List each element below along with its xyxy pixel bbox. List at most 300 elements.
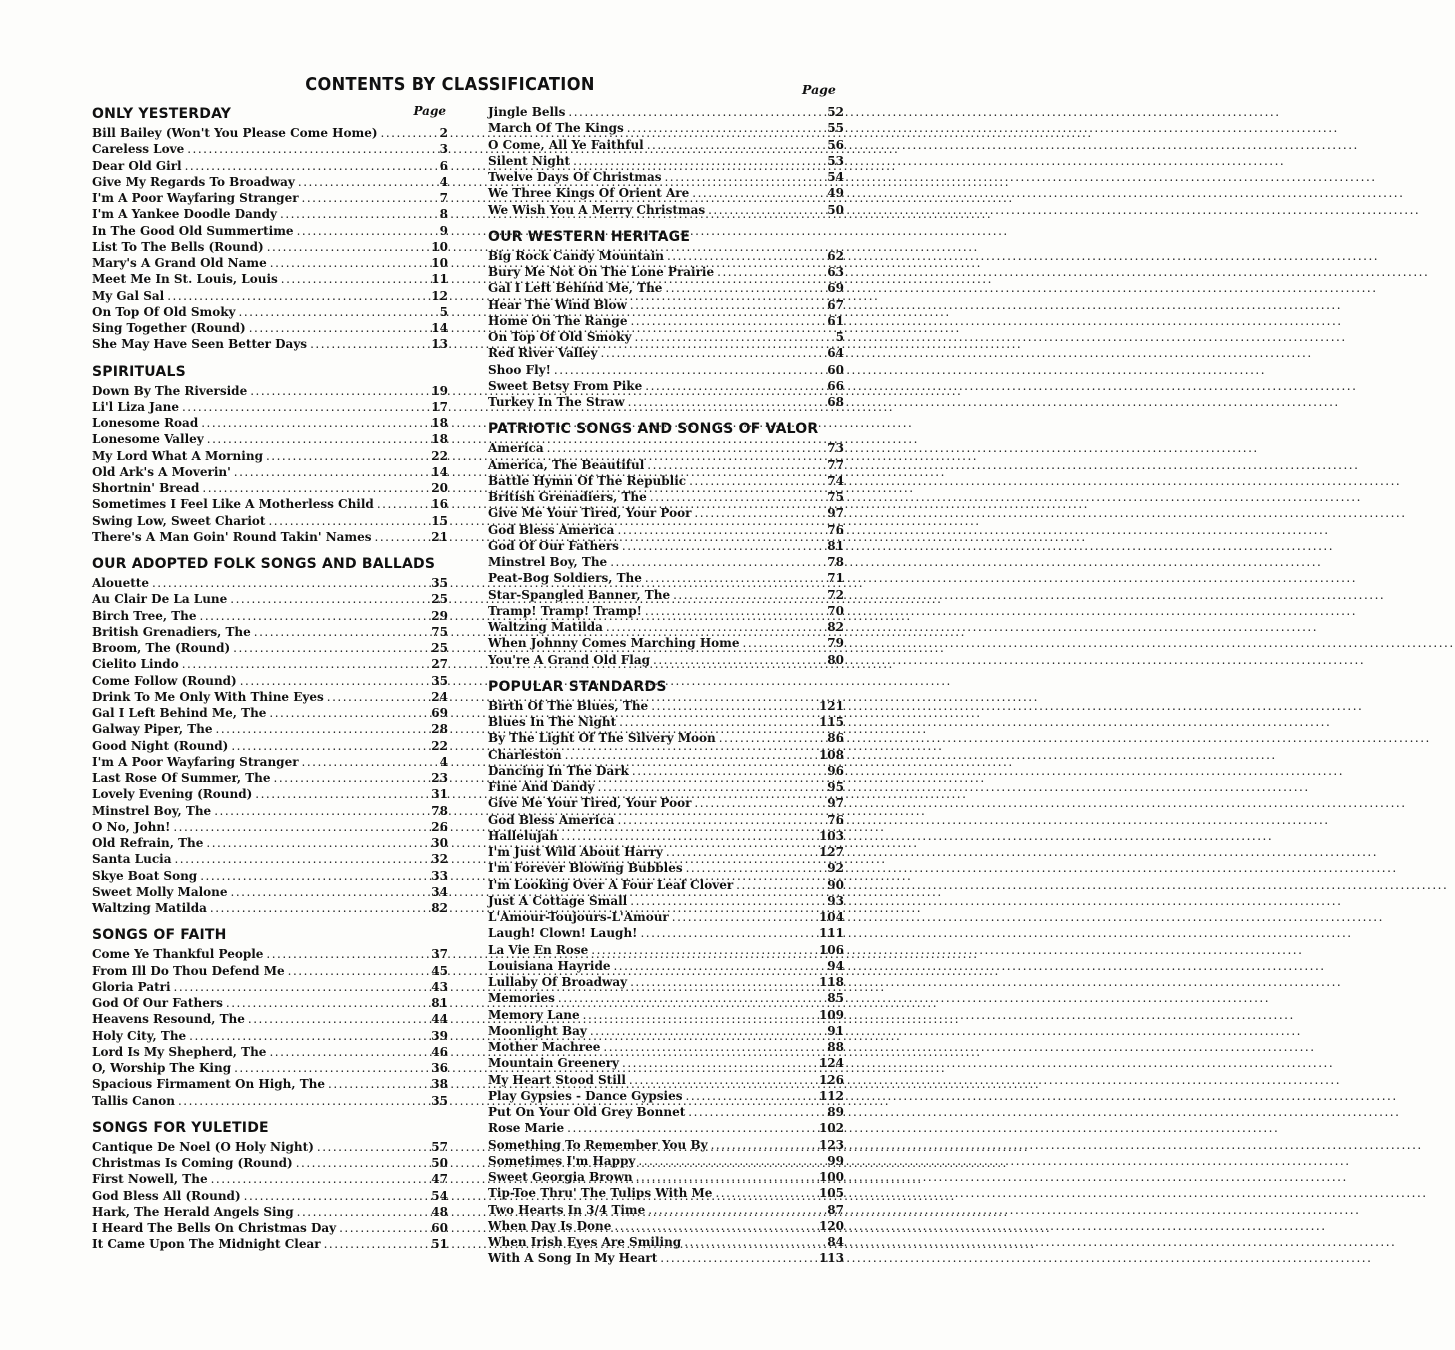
entry-page-number: 43 [431,979,448,994]
entry-title: Old Refrain, The [92,836,204,850]
toc-entry [488,990,844,1006]
entry-page-number: 75 [827,490,844,504]
entry-title: Hear The Wind Blow [488,297,627,312]
toc-entry [92,1028,448,1044]
toc-entry [92,399,448,415]
toc-entry [92,1204,448,1220]
section-heading [488,419,844,440]
toc-entry [488,554,844,570]
toc-entry [92,705,448,721]
dot-leader [267,239,427,255]
entry-page-number: 100 [818,1170,844,1184]
toc-entry [92,223,448,239]
entry-title: Gal I Left Behind Me, The [92,706,267,720]
entry-title: When Day Is Done [488,1218,612,1233]
entry-page-number: 6 [439,158,448,173]
section-heading-text: SONGS FOR YULETIDE [92,1119,269,1136]
entry-title: When Johnny Comes Marching Home [488,636,740,651]
entry-page-number: 37 [431,947,448,962]
section-heading-text: POPULAR STANDARDS [488,678,667,695]
toc-entry [488,1137,844,1153]
entry-page-number: 64 [827,346,844,361]
dot-leader [187,141,427,157]
entry-page-number: 88 [827,1040,844,1054]
entry-title: Holy City, The [92,1028,187,1043]
toc-entry [488,877,844,893]
toc-entry [92,480,448,496]
dot-leader [684,1234,823,1250]
toc-entry [92,884,448,900]
dot-leader [565,747,816,763]
toc-entry [488,264,844,280]
entry-page-number: 14 [431,321,448,335]
dot-leader [590,1023,823,1039]
entry-page-number: 115 [818,715,844,729]
section-heading [92,554,448,575]
dot-leader [207,431,427,447]
toc-entry [488,153,844,169]
entry-title: You're A Grand Old Flag [488,652,651,667]
entry-title: Shoo Fly! [488,362,551,377]
dot-leader [210,900,427,916]
entry-title: Spacious Firmament On High, The [92,1077,326,1092]
dot-leader [297,1204,427,1220]
entry-page-number: 47 [431,1172,448,1187]
dot-leader [583,1007,816,1023]
entry-title: Bury Me Not On The Lone Prairie [488,265,715,279]
toc-entry [92,255,448,271]
toc-entry [488,1055,844,1071]
entry-title: O, Worship The King [92,1061,232,1075]
entry-page-number: 3 [439,142,448,157]
entry-title: Tramp! Tramp! Tramp! [488,603,642,618]
entry-title: O Come, All Ye Faithful [488,137,644,152]
toc-entry [92,464,448,480]
dot-leader [375,529,427,545]
entry-page-number: 104 [818,910,844,924]
toc-entry [92,754,448,770]
toc-entry [92,431,448,447]
section-our-adopted-folk-songs-and-ballads [92,554,448,916]
entry-title: La Vie En Rose [488,942,589,957]
dot-leader [717,264,823,280]
dot-leader [743,635,823,651]
toc-entry [92,1220,448,1236]
entry-title: Charleston [488,747,562,762]
entry-page-number: 81 [827,538,844,553]
toc-entry [488,603,844,619]
entry-title: There's A Man Goin' Round Takin' Names [92,529,372,544]
entry-page-number: 31 [431,787,448,802]
entry-page-number: 2 [439,126,448,140]
entry-page-number: 108 [818,747,844,762]
dot-leader [182,656,427,672]
entry-title: Down By The Riverside [92,383,248,398]
entry-page-number: 10 [431,256,448,270]
entry-title: It Came Upon The Midnight Clear [92,1237,321,1252]
entry-title: Big Rock Candy Mountain [488,248,664,263]
toc-entry [92,803,448,819]
toc-entry [92,721,448,737]
toc-entry [488,730,844,746]
toc-entry [488,925,844,941]
entry-page-number: 20 [431,481,448,495]
entry-page-number: 63 [827,265,844,279]
left-column [92,104,448,1262]
toc-entry [488,635,844,651]
entry-page-number: 62 [827,248,844,263]
entry-title: Twelve Days Of Christmas [488,170,662,184]
entry-title: Waltzing Matilda [488,620,603,634]
entry-title: Jingle Bells [488,105,566,119]
toc-entry [488,297,844,313]
dot-leader [686,1088,816,1104]
section-continued [488,104,844,218]
entry-title: Mary's A Grand Old Name [92,256,267,270]
entry-title: Cantique De Noel (O Holy Night) [92,1139,314,1154]
section-heading [488,227,844,248]
entry-title: When Irish Eyes Are Smiling [488,1235,682,1249]
dot-leader [211,1171,427,1187]
entry-page-number: 87 [827,1202,844,1217]
entry-title: We Three Kings Of Orient Are [488,186,690,201]
entry-page-number: 121 [818,698,844,713]
entry-title: Sometimes I Feel Like A Motherless Child [92,497,374,512]
toc-entry [488,942,844,958]
dot-leader [167,288,427,304]
toc-entry [92,835,448,851]
dot-leader [214,803,427,819]
dot-leader [269,705,427,721]
entry-page-number: 60 [431,1221,448,1235]
dot-leader [248,1011,427,1027]
entry-page-number: 103 [818,828,844,843]
toc-entry [92,239,448,255]
entry-page-number: 91 [827,1023,844,1038]
entry-page-number: 11 [431,272,448,287]
dot-leader [640,925,816,941]
entry-title: I'm Looking Over A Four Leaf Clover [488,877,734,892]
dot-leader [628,394,823,410]
toc-entry [488,345,844,361]
toc-entry [92,819,448,835]
toc-entry [92,1236,448,1252]
dot-leader [715,1185,815,1201]
entry-page-number: 14 [431,464,448,479]
entry-page-number: 123 [818,1137,844,1152]
entry-title: God Bless America [488,522,615,537]
dot-leader [666,844,816,860]
toc-entry [92,995,448,1011]
entry-title: Sometimes I'm Happy [488,1153,636,1168]
dot-leader [226,995,427,1011]
section-heading [92,362,448,383]
entry-page-number: 32 [431,852,448,867]
entry-title: Come Follow (Round) [92,673,237,688]
entry-title: Old Ark's A Moverin' [92,464,231,479]
dot-leader [255,786,427,802]
entry-page-number: 82 [827,620,844,634]
dot-leader [561,828,816,844]
entry-title: Dear Old Girl [92,158,182,173]
entry-title: I'm A Poor Wayfaring Stranger [92,754,299,769]
entry-page-number: 90 [827,877,844,892]
dot-leader [736,877,823,893]
entry-page-number: 102 [818,1121,844,1136]
dot-leader [182,399,427,415]
dot-leader [630,297,823,313]
toc-entry [488,570,844,586]
entry-page-number: 55 [827,121,844,136]
dot-leader [619,714,816,730]
entry-page-number: 106 [818,942,844,957]
toc-entry [488,1234,844,1250]
entry-page-number: 46 [431,1044,448,1059]
entry-title: Gal I Left Behind Me, The [488,281,663,296]
toc-entry [488,1120,844,1136]
toc-entry [488,1023,844,1039]
toc-entry [488,1088,844,1104]
dot-leader [189,1028,427,1044]
toc-entry [488,505,844,521]
entry-page-number: 82 [431,901,448,915]
toc-entry [92,946,448,962]
entry-page-number: 81 [431,996,448,1010]
dot-leader [567,1120,816,1136]
dot-leader [377,496,427,512]
toc-entry [92,738,448,754]
entry-page-number: 30 [431,836,448,850]
dot-leader [173,819,427,835]
dot-leader [686,860,823,876]
dot-leader [673,587,823,603]
dot-leader [234,464,427,480]
section-heading [92,925,448,946]
toc-entry [92,851,448,867]
section-songs-for-yuletide [92,1118,448,1253]
toc-entry [92,868,448,884]
dot-leader [629,1072,816,1088]
entry-title: O No, John! [92,819,171,834]
toc-entry [488,137,844,153]
entry-page-number: 70 [827,603,844,618]
toc-entry [92,1076,448,1092]
dot-leader [547,440,823,456]
entry-title: Hark, The Herald Angels Sing [92,1204,294,1219]
entry-page-number: 4 [439,754,448,769]
entry-page-number: 113 [818,1251,844,1266]
toc-entry [92,190,448,206]
toc-entry [488,974,844,990]
entry-page-number: 60 [827,362,844,377]
dot-leader [268,513,427,529]
entry-page-number: 28 [431,722,448,737]
entry-page-number: 10 [431,239,448,254]
entry-page-number: 89 [827,1105,844,1119]
dot-leader [270,255,427,271]
dot-leader [689,473,823,489]
section-spirituals [92,362,448,546]
entry-title: I'm Forever Blowing Bubbles [488,861,683,876]
dot-leader [573,153,823,169]
toc-entry [488,860,844,876]
dot-leader [280,206,427,222]
entry-page-number: 22 [431,738,448,753]
entry-page-number: 72 [827,587,844,602]
dot-leader [231,884,427,900]
dot-leader [622,1055,816,1071]
toc-entry [488,248,844,264]
toc-entry [92,304,448,320]
entry-title: Red River Valley [488,346,598,361]
toc-entry [488,394,844,410]
entry-page-number: 19 [431,383,448,398]
toc-entry [92,288,448,304]
entry-page-number: 4 [439,174,448,189]
entry-title: Just A Cottage Small [488,893,628,908]
entry-page-number: 77 [827,457,844,472]
entry-page-number: 67 [827,297,844,312]
section-heading-text: PATRIOTIC SONGS AND SONGS OF VALOR [488,421,819,438]
entry-title: Last Rose Of Summer, The [92,771,271,785]
dot-leader [296,1155,427,1171]
entry-title: Mountain Greenery [488,1056,620,1071]
dot-leader [254,624,427,640]
entry-page-number: 127 [818,845,844,859]
entry-title: Good Night (Round) [92,738,229,753]
entry-page-number: 15 [431,513,448,528]
toc-entry [488,1218,844,1234]
toc-entry [92,1044,448,1060]
dot-leader [610,554,823,570]
dot-leader [630,893,823,909]
dot-leader [281,271,427,287]
entry-title: God Bless America [488,812,615,827]
dot-leader [178,1093,427,1109]
entry-page-number: 35 [431,1093,448,1108]
toc-entry [92,206,448,222]
dot-leader [653,652,823,668]
toc-entry [92,271,448,287]
dot-leader [630,974,816,990]
dot-leader [174,851,427,867]
dot-leader [613,958,823,974]
entry-page-number: 80 [827,652,844,667]
page-title: CONTENTS BY CLASSIFICATION [305,74,595,95]
entry-title: By The Light Of The Silvery Moon [488,731,716,746]
dot-leader [201,415,427,431]
toc-entry [92,689,448,705]
dot-leader [239,304,427,320]
entry-title: List To The Bells (Round) [92,239,264,254]
dot-leader [664,169,823,185]
dot-leader [230,591,427,607]
entry-page-number: 33 [431,868,448,883]
entry-title: America, The Beautiful [488,457,645,472]
entry-title: Lonesome Road [92,416,199,430]
section-heading [488,677,844,698]
dot-leader [603,1039,823,1055]
entry-page-number: 39 [431,1028,448,1043]
toc-entry [488,457,844,473]
dot-leader [598,779,824,795]
toc-entry [92,1011,448,1027]
dot-leader [266,448,427,464]
entry-page-number: 25 [431,592,448,607]
dot-leader [651,698,816,714]
entry-page-number: 105 [818,1186,844,1201]
dot-leader [234,1060,427,1076]
toc-entry [92,673,448,689]
section-heading-text: ONLY YESTERDAY [92,106,232,122]
toc-entry [92,786,448,802]
entry-title: Lullaby Of Broadway [488,975,628,989]
dot-leader [558,990,823,1006]
entry-title: My Lord What A Morning [92,448,263,463]
dot-leader [152,575,427,591]
entry-title: I'm A Poor Wayfaring Stranger [92,191,299,205]
toc-entry [488,1185,844,1201]
dot-leader [274,770,427,786]
entry-title: Sing Together (Round) [92,321,246,335]
entry-title: Lonesome Valley [92,432,204,447]
dot-leader [233,640,427,656]
dot-leader [667,248,823,264]
section-popular-standards [488,677,844,1267]
entry-title: Give Me Your Tired, Your Poor [488,506,692,521]
entry-title: March Of The Kings [488,121,624,136]
dot-leader [269,1044,427,1060]
section-page-label: Page [413,104,446,118]
entry-title: America [488,441,544,456]
toc-entry [488,763,844,779]
entry-page-number: 5 [835,330,844,344]
toc-entry [488,1072,844,1088]
entry-page-number: 54 [827,170,844,184]
dot-leader [339,1220,427,1236]
toc-entry [92,1155,448,1171]
toc-entry [488,440,844,456]
entry-page-number: 13 [431,337,448,352]
entry-page-number: 69 [431,706,448,720]
entry-title: Christmas Is Coming (Round) [92,1156,293,1170]
dot-leader [606,619,823,635]
entry-title: Meet Me In St. Louis, Louis [92,272,278,287]
entry-title: Gloria Patri [92,979,171,994]
entry-page-number: 92 [827,861,844,876]
entry-title: Broom, The (Round) [92,641,231,655]
entry-page-number: 95 [827,780,844,794]
toc-entry [92,320,448,336]
entry-title: Waltzing Matilda [92,901,207,915]
entry-page-number: 16 [431,497,448,512]
section-heading-text: OUR ADOPTED FOLK SONGS AND BALLADS [92,556,436,572]
section-our-western-heritage [488,227,844,411]
entry-page-number: 124 [818,1056,844,1071]
toc-entry [92,415,448,431]
toc-entry [488,893,844,909]
dot-leader [302,190,427,206]
toc-entry [488,652,844,668]
entry-page-number: 69 [827,281,844,296]
entry-page-number: 29 [431,608,448,623]
section-patriotic-songs-and-songs-of-valor [488,419,844,668]
entry-title: Fine And Dandy [488,780,595,794]
toc-entry [488,473,844,489]
toc-entry [488,828,844,844]
entry-page-number: 48 [431,1204,448,1219]
toc-entry [488,747,844,763]
